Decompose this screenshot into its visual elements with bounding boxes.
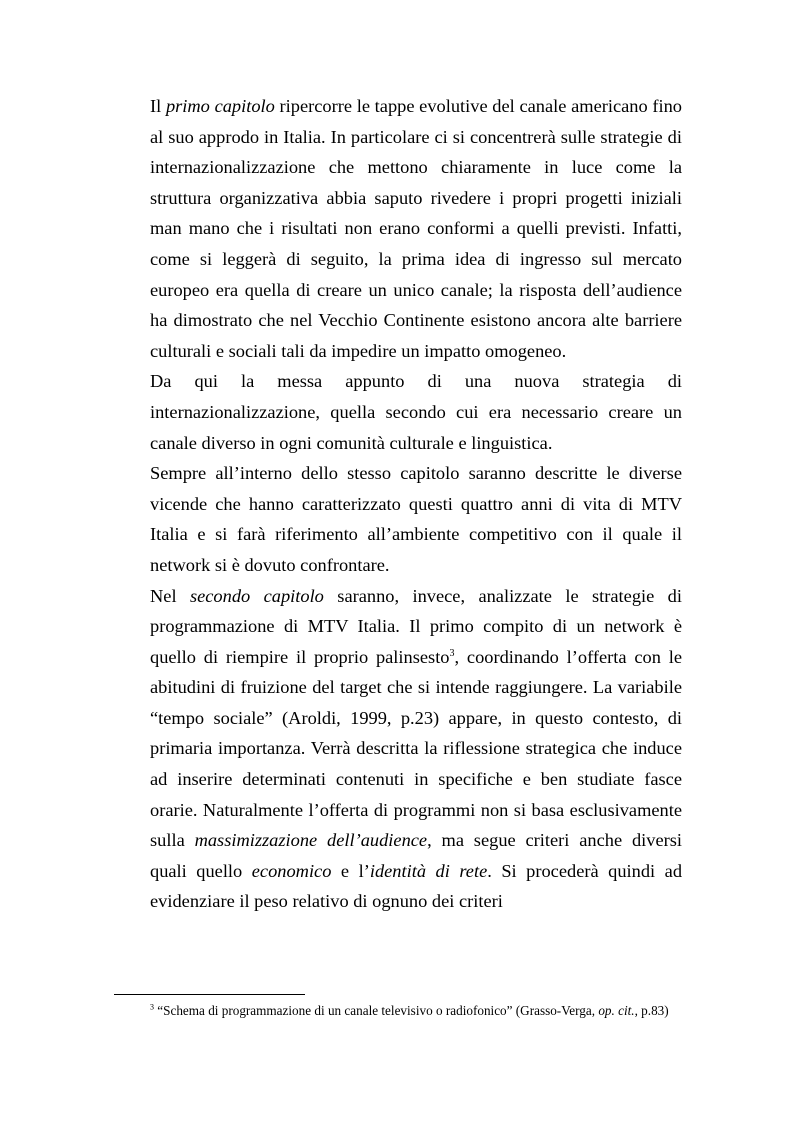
body-text xyxy=(150,91,682,917)
text-span: Sempre all’interno dello stesso capitolo saranno descritte le diverse vicende che hanno caratterizzato questi quattro anni di vita di MTV Italia e si farà riferimento all’ambiente competitivo con il quale il network si è dovuto confrontare. xyxy=(150,463,682,575)
text-span: e l’ xyxy=(331,860,370,881)
text-span: , p.83) xyxy=(634,1003,669,1018)
text-span: ripercorre le tappe evolutive del canale americano fino al suo approdo in Italia. In particolare ci si concentrerà sulle strategie di internazionalizzazione che mettono chiaramente in luce come la struttura organizzativa abbia saputo rivedere i propri progetti iniziali man mano che i risultati non erano conformi a quelli previsti. Infatti, come si leggerà di seguito, la prima idea di ingresso sul mercato europeo era quella di creare un unico canale; la risposta dell’audience ha dimostrato che nel Vecchio Continente esistono ancora alte barriere culturali e sociali tali da impedire un impatto omogeneo. xyxy=(150,96,682,361)
italic-text: identità di rete xyxy=(369,860,488,881)
text-span: . Si procederà quindi ad evidenziare il peso relativo di ognuno dei criteri xyxy=(150,860,683,912)
italic-text: op. cit. xyxy=(598,1003,635,1018)
italic-text: economico xyxy=(251,860,332,881)
paragraph xyxy=(150,458,682,580)
text-span: , ma segue criteri anche diversi quali quello xyxy=(150,830,682,881)
text-span: Da qui la messa appunto di una nuova strategia di internazionalizzazione, quella secondo cui era necessario creare un canale diverso in ogni comunità culturale e linguistica. xyxy=(150,371,682,453)
italic-text: primo capitolo xyxy=(165,96,275,116)
text-span: saranno, invece, analizzate le strategie di programmazione di MTV Italia. Il primo compito di un network è quello di riempire il proprio palinsesto xyxy=(150,585,682,667)
text-span: , coordinando l’offerta con le abitudini di fruizione del target che si intende raggiungere. La variabile “tempo sociale” (Aroldi, 1999, p.23) appare, in questo contesto, di primaria importanza. Verrà descritta la riflessione strategica che induce ad inserire determinati contenuti in specifiche e ben studiate fasce orarie. Naturalmente l’offerta di programmi non si basa esclusivamente sulla xyxy=(150,646,682,851)
italic-text: secondo capitolo xyxy=(189,585,324,606)
text-span: Nel xyxy=(150,585,190,606)
paragraph xyxy=(150,91,682,366)
paragraph xyxy=(150,581,682,918)
footnote-reference: 3 xyxy=(449,647,455,659)
footnote xyxy=(150,1003,710,1019)
text-span: Il xyxy=(150,96,166,116)
footnote-number: 3 xyxy=(150,1002,154,1012)
text-span: “Schema di programmazione di un canale televisivo o radiofonico” (Grasso-Verga, xyxy=(154,1003,599,1018)
footnote-separator xyxy=(114,994,305,995)
italic-text: massimizzazione dell’audience xyxy=(194,830,428,851)
paragraph xyxy=(150,366,682,458)
